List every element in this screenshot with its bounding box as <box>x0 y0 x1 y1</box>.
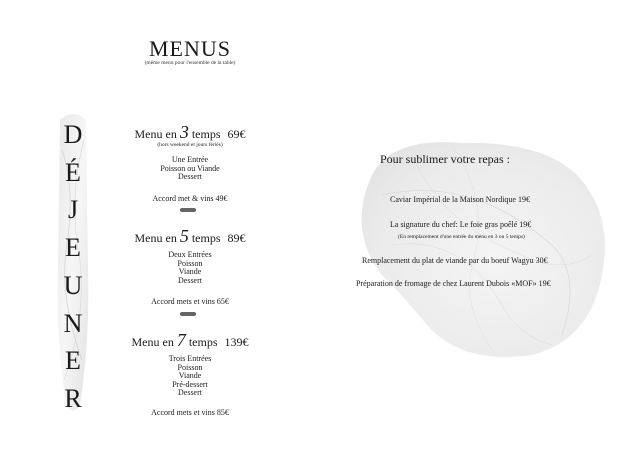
menu-5-temps <box>110 226 270 306</box>
menu-title <box>110 226 270 247</box>
supplement-item: Préparation de fromage de chez Laurent Dubois «MOF» 19€ <box>356 279 551 288</box>
dejeuner-letter: E <box>65 233 81 263</box>
supplements-background-blob <box>352 135 614 360</box>
course-item: Poisson <box>177 258 203 268</box>
menu-price: 69€ <box>227 127 246 141</box>
dejeuner-letter: R <box>64 383 82 413</box>
page-title: MENUS <box>148 36 231 61</box>
menu-courses <box>110 156 270 182</box>
wine-pairing: Accord met & vins 49€ <box>152 193 228 203</box>
menu-title <box>110 122 270 143</box>
menu-title-suffix: temps <box>191 127 221 141</box>
menu-title-suffix: temps <box>191 231 221 245</box>
course-item: Viande <box>178 267 202 276</box>
menu-title-number: 3 <box>179 122 189 142</box>
dejeuner-vertical-title <box>54 122 92 412</box>
course-item: Poisson ou Viande <box>160 163 220 173</box>
supplement-item: Caviar Impérial de la Maison Nordique 19€ <box>390 195 530 204</box>
menu-separator <box>180 208 196 212</box>
menu-title-prefix: Menu en <box>131 335 174 349</box>
course-item: Trois Entrées <box>168 354 212 363</box>
menu-price: 89€ <box>227 231 246 245</box>
dejeuner-letter: U <box>63 270 83 300</box>
menu-title <box>110 330 270 351</box>
supplement-item: La signature du chef: Le foie gras poêlé 19€ <box>390 220 532 229</box>
menu-courses <box>110 355 270 398</box>
menu-title-prefix: Menu en <box>134 231 177 245</box>
course-item: Dessert <box>178 275 202 285</box>
course-item: Dessert <box>178 172 202 181</box>
supplement-item: Remplacement du plat de viande par du boeuf Wagyu 30€ <box>362 256 548 265</box>
course-item: Une Entrée <box>171 155 209 164</box>
supplements-heading: Pour sublimer votre repas : <box>380 152 510 166</box>
menu-price: 139€ <box>224 335 249 349</box>
menu-title-number: 5 <box>179 226 189 246</box>
menu-title-prefix: Menu en <box>134 127 177 141</box>
menu-note: (hors weekend et jours fériés) <box>157 142 223 148</box>
course-item: Deux Entrées <box>168 250 212 259</box>
wine-pairing: Accord mets et vins 85€ <box>151 407 229 417</box>
menu-courses <box>110 251 270 285</box>
page-subtitle: (même menu pour l'ensemble de la table) <box>144 60 236 66</box>
menu-title-number: 7 <box>176 330 186 350</box>
dejeuner-letter: D <box>63 120 83 149</box>
menu-7-temps <box>110 330 270 417</box>
menu-3-temps <box>110 122 270 203</box>
wine-pairing: Accord mets et vins 65€ <box>151 297 229 306</box>
dejeuner-letter: N <box>63 308 83 338</box>
dejeuner-letter: E <box>65 346 81 376</box>
course-item: Poisson <box>177 362 203 372</box>
supplement-note: (En remplacement d'une entrée du menu en 3 ou 5 temps) <box>398 234 525 240</box>
course-item: Pré-dessert <box>172 379 208 389</box>
course-item: Viande <box>178 371 202 380</box>
menu-title-suffix: temps <box>188 335 218 349</box>
menu-separator <box>180 312 196 316</box>
dejeuner-letter: É <box>65 157 81 187</box>
dejeuner-letter: J <box>67 195 79 225</box>
course-item: Dessert <box>178 388 202 397</box>
